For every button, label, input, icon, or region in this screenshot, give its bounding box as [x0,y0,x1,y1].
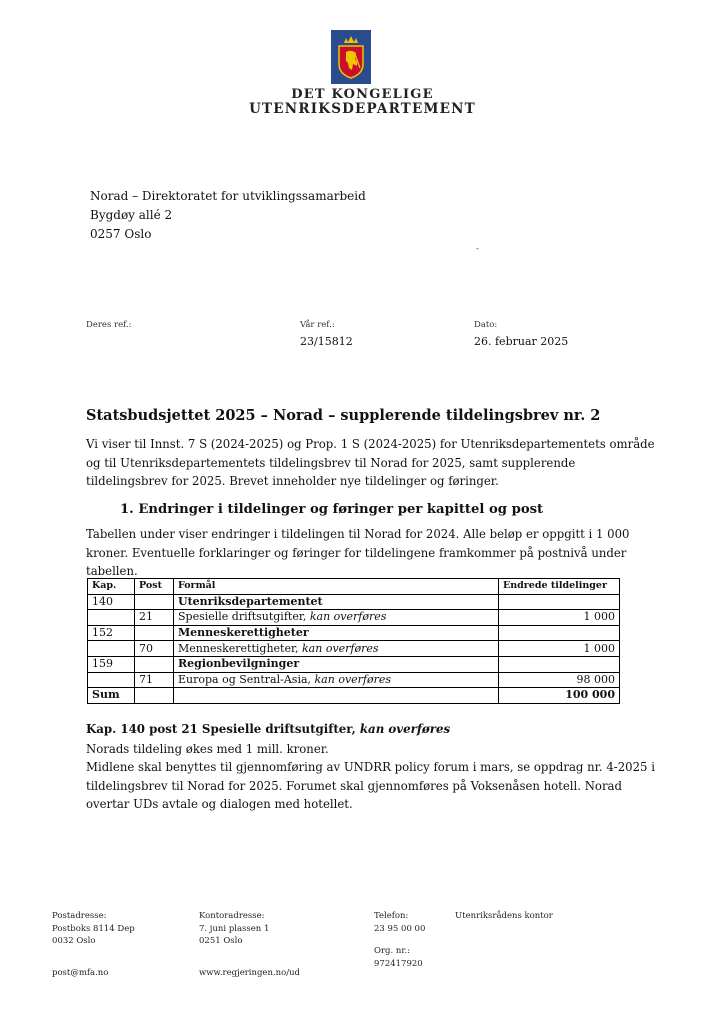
footer-post-label: Postadresse: [52,911,107,921]
cell-formal [174,594,499,610]
recipient-mark: - [476,244,479,254]
cell-kap: 159 [88,656,135,672]
coat-of-arms-logo [331,30,371,84]
allocation-table [87,578,620,704]
cell-amount: 1 000 [499,610,620,626]
cell-amount: 1 000 [499,641,620,657]
footer-website[interactable]: www.regjeringen.no/ud [199,968,300,978]
cell-amount [499,625,620,641]
cell-formal [174,656,499,672]
footer-kontor-line1: 7. juni plassen 1 [199,923,270,934]
cell-formal-text: Europa og Sentral-Asia, [178,672,315,686]
kap-140-heading [86,722,450,736]
sum-label: Sum [88,688,135,704]
cell-post: 71 [135,672,174,688]
cell-formal-text: Menneskerettigheter, [178,641,303,655]
cell-formal-text: Spesielle driftsutgifter, [178,610,310,624]
letter-title: Statsbudsjettet 2025 – Norad – supplerende tildelingsbrev nr. 2 [86,407,601,424]
section-1-text: Tabellen under viser endringer i tildelingen til Norad for 2024. Alle beløp er oppgitt i 1 000 kroner. Eventuelle forklaringer og føringer for tildelingene framkommer på postnivå under tabellen. [86,527,630,578]
date-value: 26. februar 2025 [474,335,569,348]
cell-amount: 98 000 [499,672,620,688]
cell-kap [88,672,135,688]
footer-org-value: 972417920 [374,958,423,969]
recipient-name: Norad – Direktoratet for utviklingssamarbeid [90,189,366,203]
kap-140-heading-italic: kan overføres [359,722,451,736]
footer-office-address [199,910,269,948]
col-header-formal: Formål [174,579,499,595]
recipient-city: 0257 Oslo [90,227,152,241]
section-1-heading: 1. Endringer i tildelinger og føringer per kapittel og post [120,502,544,517]
footer-tlf-label: Telefon: [374,911,409,921]
footer-kontor-line2: 0251 Oslo [199,936,243,946]
cell-kap [88,610,135,626]
footer-email[interactable]: post@mfa.no [52,968,109,978]
footer-post-line1: Postboks 8114 Dep [52,923,135,934]
kap-140-paragraph: Midlene skal benyttes til gjennomføring av UNDRR policy forum i mars, se oppdrag nr. 4-2025 i tildelingsbrev til Norad for 2025. Forumet skal gjennomføres på Voksenåsen hotell. Norad overtar UDs avtale og dialogen med hotellet. [86,760,655,811]
cell-formal-text: Utenriksdepartementet [178,594,323,608]
ministry-name-line1: DET KONGELIGE [291,87,434,102]
cell-kap: 140 [88,594,135,610]
table-row [88,625,620,641]
table-row [88,594,620,610]
cell-formal-italic: kan overføres [309,610,387,624]
cell-post [135,594,174,610]
cell-post [135,625,174,641]
cell-post: 70 [135,641,174,657]
footer-org-label: Org. nr.: [374,946,411,956]
date-label: Dato: [474,320,498,330]
col-header-endrede: Endrede tildelinger [499,579,620,595]
cell-post: 21 [135,610,174,626]
cell-formal-text: Menneskerettigheter [178,626,309,640]
footer-post-line2: 0032 Oslo [52,936,96,946]
var-ref-label: Vår ref.: [300,320,335,330]
sum-value: 100 000 [499,688,620,704]
footer-tlf-value: 23 95 00 00 [374,923,426,934]
cell-kap [88,641,135,657]
cell-post [135,656,174,672]
deres-ref-label: Deres ref.: [86,320,132,330]
kap-140-heading-text: Kap. 140 post 21 Spesielle driftsutgifter, [86,722,360,736]
cell-formal [174,672,499,688]
table-row [88,672,620,688]
footer-office-name: Utenriksrådens kontor [455,911,553,921]
col-header-post: Post [135,579,174,595]
cell-formal [174,641,499,657]
cell-kap: 152 [88,625,135,641]
cell-formal-italic: kan overføres [302,641,379,655]
footer-org [374,945,423,970]
table-row [88,641,620,657]
cell-formal-text: Regionbevilgninger [178,657,300,671]
cell-amount [499,656,620,672]
cell-formal-italic: kan overføres [314,672,392,686]
recipient-street: Bygdøy allé 2 [90,208,173,222]
table-sum-row [88,688,620,704]
cell-amount [499,594,620,610]
var-ref-value: 23/15812 [300,335,353,348]
table-row [88,656,620,672]
cell-formal [174,625,499,641]
kap-140-line1: Norads tildeling økes med 1 mill. kroner. [86,742,329,756]
cell-formal [174,610,499,626]
footer-phone [374,910,425,935]
col-header-kap: Kap. [88,579,135,595]
footer-kontor-label: Kontoradresse: [199,911,265,921]
table-row [88,610,620,626]
intro-paragraph: Vi viser til Innst. 7 S (2024-2025) og Prop. 1 S (2024-2025) for Utenriksdepartementets område og til Utenriksdepartementets tildelingsbrev til Norad for 2025, samt supplerende tildelingsbrev for 2025. Brevet inneholder nye tildelinger og føringer. [86,437,655,488]
footer-postal [52,910,135,948]
table-header-row [88,579,620,595]
ministry-name-line2: UTENRIKSDEPARTEMENT [249,101,476,117]
